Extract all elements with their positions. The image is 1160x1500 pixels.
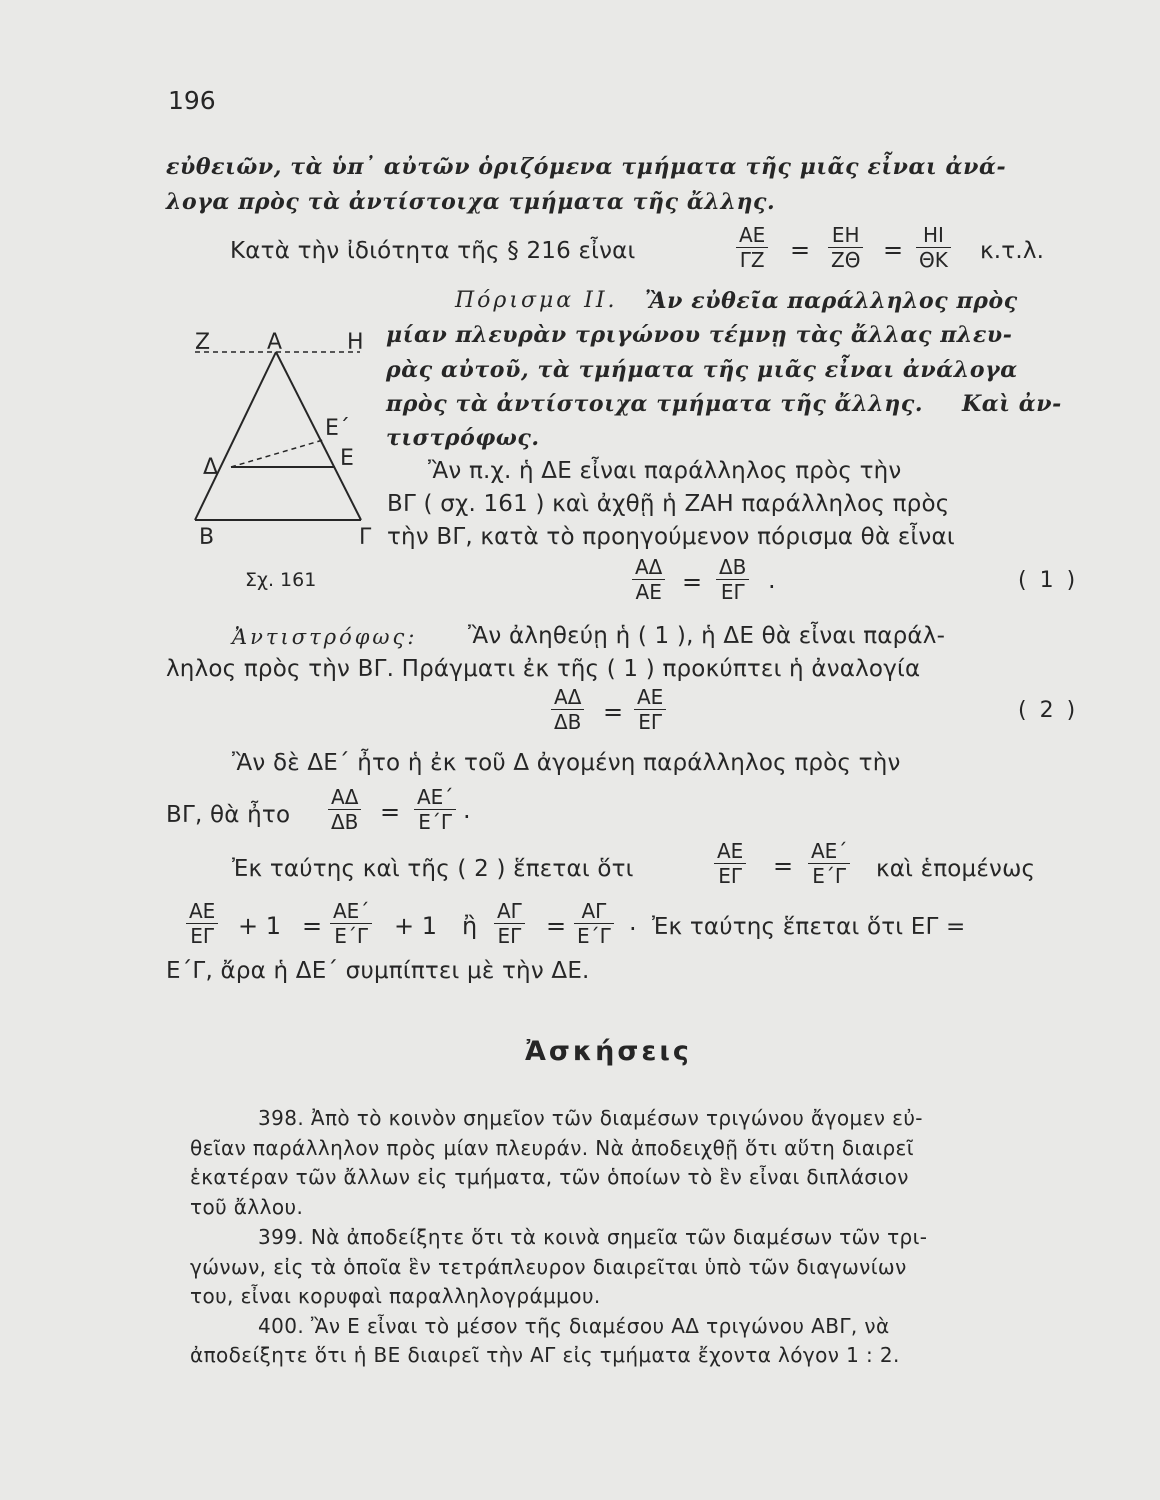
numerator: ΗΙ — [922, 223, 944, 247]
period: . — [768, 566, 776, 594]
fraction-ad-ae — [632, 556, 665, 603]
porisma-label: Πόρισμα ΙΙ. — [455, 288, 618, 313]
intro-line-1: εὐθειῶν, τὰ ὑπ᾽ αὐτῶν ὁριζόμενα τμήματα τῆς μιᾶς εἶναι ἀνά- — [166, 154, 1007, 180]
equals-sign: = — [682, 568, 703, 596]
proof-line-4-post: Ἐκ ταύτης ἕπεται ὅτι ΕΓ = — [652, 914, 966, 940]
proof-line-3-post: καὶ ἑπομένως — [876, 856, 1036, 882]
equation-number-2: ( 2 ) — [1018, 698, 1079, 723]
numerator: ΑΔ — [635, 555, 663, 579]
converse-label: Ἀντιστρόφως: — [232, 625, 418, 649]
denominator: Ε΄Γ — [334, 924, 369, 948]
fraction-ag-eprime-g — [574, 900, 614, 947]
porisma-line-1: Ἂν εὐθεῖα παράλληλος πρὸς — [645, 288, 1018, 314]
fraction-ae-gz — [736, 224, 768, 271]
proof-line-1: Ἂν δὲ ΔΕ΄ ἦτο ἡ ἐκ τοῦ Δ ἀγομένη παράλληλος πρὸς τὴν — [232, 750, 901, 776]
exercise-398-line-2: θεῖαν παράλληλον πρὸς μίαν πλευράν. Νὰ ἀποδειχθῇ ὅτι αὕτη διαιρεῖ — [190, 1136, 914, 1160]
label-e-prime: Ε΄ — [325, 416, 350, 441]
numerator: ΑΕ΄ — [811, 839, 848, 863]
denominator: ΓΖ — [739, 248, 765, 272]
plus-one: + 1 — [394, 912, 438, 940]
numerator: ΑΕ΄ — [417, 785, 454, 809]
fraction-ag-eg — [494, 900, 525, 947]
equation-number-1: ( 1 ) — [1018, 568, 1079, 593]
converse-line-1: Ἂν ἀληθεύῃ ἡ ( 1 ), ἡ ΔΕ θὰ εἶναι παράλ- — [468, 623, 946, 649]
example-line-3: τὴν ΒΓ, κατὰ τὸ προηγούμενον πόρισμα θὰ εἶναι — [387, 524, 955, 550]
fraction-ae-prime-eg-2 — [808, 840, 850, 887]
exercise-398-line-1: 398. Ἀπὸ τὸ κοινὸν σημεῖον τῶν διαμέσων τριγώνου ἄγομεν εὐ- — [258, 1106, 923, 1130]
denominator: ΕΓ — [720, 580, 745, 604]
denominator: Ε΄Γ — [812, 864, 847, 888]
denominator: ΕΓ — [638, 710, 663, 734]
figure-161 — [185, 322, 385, 592]
numerator: ΔΒ — [719, 555, 747, 579]
segment-de-prime — [231, 440, 323, 467]
denominator: Ε΄Γ — [418, 810, 453, 834]
intro-line-2: λογα πρὸς τὰ ἀντίστοιχα τμήματα τῆς ἄλλης. — [166, 189, 776, 215]
equals-sign: = — [790, 236, 811, 264]
equals-sign: = — [603, 698, 624, 726]
denominator: ΘΚ — [919, 248, 948, 272]
denominator: ΕΓ — [718, 864, 743, 888]
porisma-line-5: τιστρόφως. — [386, 425, 540, 451]
porisma-line-4b: Καὶ ἀν- — [962, 391, 1062, 417]
equals-sign: = — [546, 912, 567, 940]
exercise-400-line-2: ἀποδείξητε ὅτι ἡ ΒΕ διαιρεῖ τὴν ΑΓ εἰς τμήματα ἔχοντα λόγον 1 : 2. — [190, 1343, 900, 1367]
denominator: ΖΘ — [831, 248, 861, 272]
proof-line-2-pre: ΒΓ, θὰ ἦτο — [166, 802, 291, 828]
exercise-399-line-1: 399. Νὰ ἀποδείξητε ὅτι τὰ κοινὰ σημεῖα τῶν διαμέσων τῶν τρι- — [258, 1225, 928, 1249]
exercise-398-line-4: τοῦ ἄλλου. — [190, 1195, 304, 1219]
numerator: ΑΓ — [581, 899, 607, 923]
denominator: ΔΒ — [331, 810, 359, 834]
numerator: ΕΗ — [831, 223, 860, 247]
label-b: Β — [199, 525, 215, 550]
equals-sign: = — [302, 912, 323, 940]
numerator: ΑΕ — [717, 839, 744, 863]
exercise-399-line-2: γώνων, εἰς τὰ ὁποῖα ἓν τετράπλευρον διαιρεῖται ὑπὸ τῶν διαγωνίων — [190, 1255, 907, 1279]
example-line-1: Ἂν π.χ. ἡ ΔΕ εἶναι παράλληλος πρὸς τὴν — [428, 458, 902, 484]
porisma-line-4: πρὸς τὰ ἀντίστοιχα τμήματα τῆς ἄλλης. — [386, 391, 924, 417]
fraction-eh-zth — [828, 224, 863, 271]
denominator: Ε΄Γ — [577, 924, 611, 948]
fraction-hi-thk — [916, 224, 951, 271]
numerator: ΑΔ — [331, 785, 359, 809]
fraction-ae-prime-eg — [414, 786, 456, 833]
label-d: Δ — [203, 455, 219, 480]
fraction-ae-prime-eg-3 — [330, 900, 372, 947]
fraction-ae-eg — [634, 686, 666, 733]
or-word: ἢ — [462, 912, 478, 940]
page-number: 196 — [168, 86, 216, 115]
label-z: Ζ — [195, 330, 211, 355]
equals-sign: = — [380, 798, 401, 826]
denominator: ΔΒ — [554, 710, 582, 734]
property-text: Κατὰ τὴν ἰδιότητα τῆς § 216 εἶναι — [230, 238, 636, 264]
period: . — [629, 908, 637, 936]
etc-text: κ.τ.λ. — [980, 238, 1045, 264]
porisma-line-2: μίαν πλευρὰν τριγώνου τέμνῃ τὰς ἄλλας πλευ- — [386, 322, 1013, 348]
label-e: Ε — [340, 446, 354, 471]
example-line-2: ΒΓ ( σχ. 161 ) καὶ ἀχθῇ ἡ ΖΑΗ παράλληλος πρὸς — [387, 491, 950, 517]
label-h: Η — [347, 330, 364, 355]
fraction-db-eg — [716, 556, 749, 603]
numerator: ΑΔ — [554, 685, 582, 709]
fraction-ad-db-2 — [328, 786, 361, 833]
exercise-398-line-3: ἑκατέραν τῶν ἄλλων εἰς τμήματα, τῶν ὁποίων τὸ ἓν εἶναι διπλάσιον — [190, 1165, 909, 1189]
converse-line-2: ληλος πρὸς τὴν ΒΓ. Πράγματι ἐκ τῆς ( 1 ) προκύπτει ἡ ἀναλογία — [166, 656, 921, 682]
exercise-400-line-1: 400. Ἂν Ε εἶναι τὸ μέσον τῆς διαμέσου ΑΔ τριγώνου ΑΒΓ, νὰ — [258, 1314, 890, 1338]
denominator: ΕΓ — [190, 924, 215, 948]
figure-caption: Σχ. 161 — [245, 569, 317, 591]
label-a: Α — [267, 330, 283, 355]
side-ab — [195, 352, 276, 520]
proof-line-5: Ε΄Γ, ἄρα ἡ ΔΕ΄ συμπίπτει μὲ τὴν ΔΕ. — [166, 958, 590, 984]
numerator: ΑΕ΄ — [333, 899, 370, 923]
proof-line-3-pre: Ἐκ ταύτης καὶ τῆς ( 2 ) ἕπεται ὅτι — [232, 856, 634, 882]
label-g: Γ — [359, 525, 372, 550]
denominator: ΕΓ — [497, 924, 522, 948]
exercises-heading: Ἀσκήσεις — [525, 1036, 692, 1067]
period: . — [463, 796, 471, 824]
numerator: ΑΓ — [497, 899, 522, 923]
denominator: ΑΕ — [635, 580, 662, 604]
fraction-ae-eg-3 — [186, 900, 218, 947]
equals-sign: = — [883, 236, 904, 264]
numerator: ΑΕ — [739, 223, 766, 247]
plus-one: + 1 — [238, 912, 282, 940]
equals-sign: = — [773, 852, 794, 880]
numerator: ΑΕ — [637, 685, 664, 709]
porisma-line-3: ρὰς αὐτοῦ, τὰ τμήματα τῆς μιᾶς εἶναι ἀνάλογα — [386, 357, 1018, 383]
fraction-ad-db — [551, 686, 584, 733]
numerator: ΑΕ — [189, 899, 216, 923]
fraction-ae-eg-2 — [714, 840, 746, 887]
exercise-399-line-3: του, εἶναι κορυφαὶ παραλληλογράμμου. — [190, 1284, 601, 1308]
